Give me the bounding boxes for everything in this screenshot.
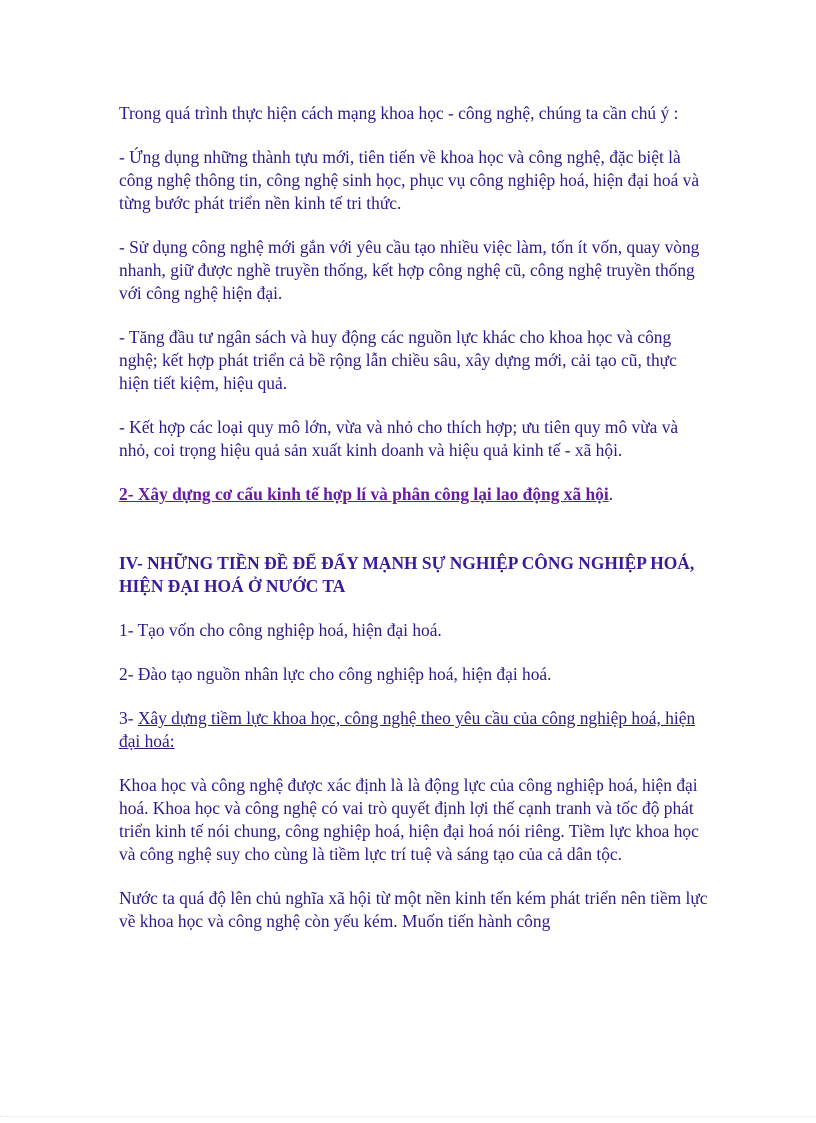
bullet-paragraph: - Kết hợp các loại quy mô lớn, vừa và nhỏ cho thích hợp; ưu tiên quy mô vừa và nhỏ, coi trọng hiệu quả sản xuất kinh doanh và hiệu quả kinh tế - xã hội.: [119, 417, 679, 460]
bullet-paragraph: - Sử dụng công nghệ mới gắn với yêu cầu tạo nhiều việc làm, tốn ít vốn, quay vòng nhanh, giữ được nghề truyền thống, kết hợp công nghệ cũ, công nghệ truyền thống với công nghệ hiện đại.: [119, 237, 700, 303]
subheading-period: .: [608, 484, 614, 504]
body-paragraph: Nước ta quá độ lên chủ nghĩa xã hội từ một nền kinh tến kém phát triển nên tiềm lực về khoa học và công nghệ còn yếu kém. Muốn tiến hành công: [119, 888, 708, 931]
bullet-paragraph: - Ứng dụng những thành tựu mới, tiên tiến về khoa học và công nghệ, đặc biệt là công nghệ thông tin, công nghệ sinh học, phục vụ công nghiệp hoá, hiện đại hoá và từng bước phát triển nền kinh tế tri thức.: [119, 147, 700, 213]
intro-paragraph: Trong quá trình thực hiện cách mạng khoa học - công nghệ, chúng ta cần chú ý :: [119, 103, 679, 123]
section-subheading: [119, 483, 709, 506]
page-bottom-divider: [0, 1116, 816, 1117]
list-item-2: 2- Đào tạo nguồn nhân lực cho công nghiệp hoá, hiện đại hoá.: [119, 664, 552, 684]
list-item-3-title: Xây dựng tiềm lực khoa học, công nghệ theo yêu cầu của công nghiệp hoá, hiện đại hoá:: [119, 708, 696, 751]
section-heading-iv: IV- NHỮNG TIỀN ĐỀ ĐỂ ĐẨY MẠNH SỰ NGHIỆP CÔNG NGHIỆP HOÁ, HIỆN ĐẠI HOÁ Ở NƯỚC TA: [119, 553, 695, 596]
body-paragraph: Khoa học và công nghệ được xác định là là động lực của công nghiệp hoá, hiện đại hoá. Khoa học và công nghệ có vai trò quyết định lợi thế cạnh tranh và tốc độ phát triển kinh tế nói chung, công nghiệp hoá, hiện đại hoá nói riêng. Tiềm lực khoa học và công nghệ suy cho cùng là tiềm lực trí tuệ và sáng tạo của cả dân tộc.: [119, 775, 699, 864]
list-item-3: [119, 707, 709, 753]
bullet-paragraph: - Tăng đầu tư ngân sách và huy động các nguồn lực khác cho khoa học và công nghệ; kết hợp phát triển cả bề rộng lẫn chiều sâu, xây dựng mới, cải tạo cũ, thực hiện tiết kiệm, hiệu quả.: [119, 327, 677, 393]
list-item-1: 1- Tạo vốn cho công nghiệp hoá, hiện đại hoá.: [119, 620, 442, 640]
subheading-text: 2- Xây dựng cơ cấu kinh tế hợp lí và phân công lại lao động xã hội: [119, 484, 609, 504]
document-page: [119, 102, 709, 954]
list-item-3-prefix: 3-: [119, 708, 138, 728]
